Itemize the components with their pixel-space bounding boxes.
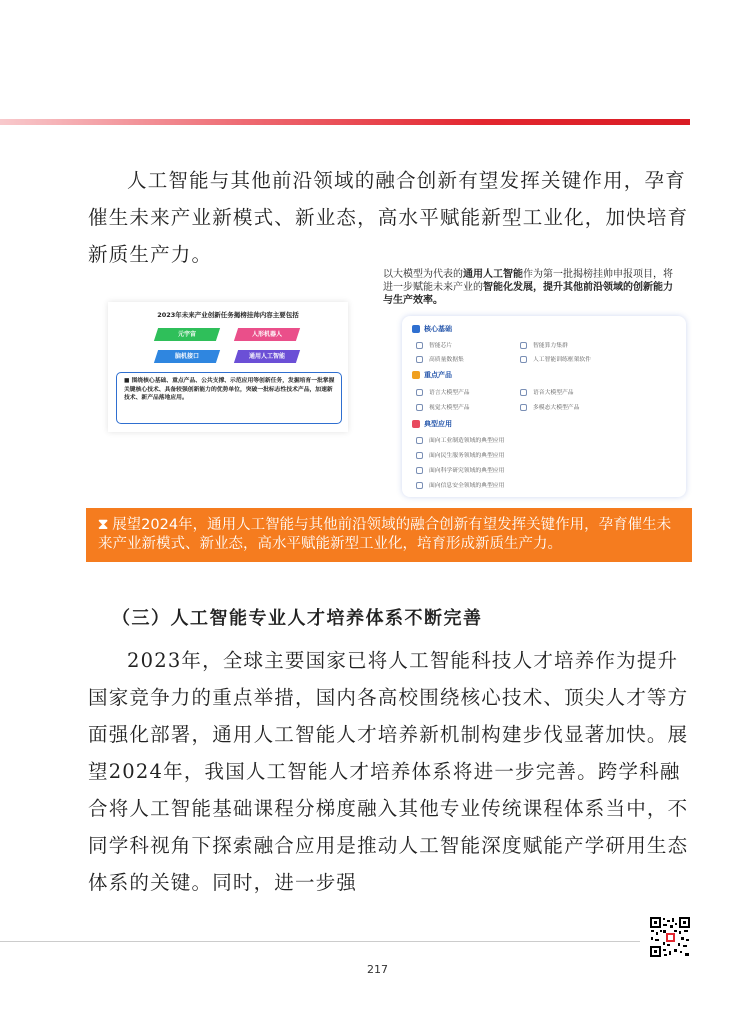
figure-description: ■ 围绕核心基础、重点产品、公共支撑、示范应用等创新任务，发掘培育一批掌握关键核心技术、具备较强创新能力的优势单位，突破一批标志性技术产品，加速新技术、新产品落地应用。 bbox=[116, 372, 342, 424]
research-icon bbox=[416, 467, 423, 474]
hourglass-icon: ⧗ bbox=[98, 517, 109, 533]
product-icon bbox=[412, 371, 420, 379]
list-item: 高质量数据集 bbox=[416, 354, 464, 363]
section-subheading: （三）人工智能专业人才培养体系不断完善 bbox=[112, 608, 483, 629]
dataset-icon bbox=[416, 356, 423, 363]
list-item: 面向工业制造领域的典型应用 bbox=[416, 435, 504, 444]
footer-rule bbox=[0, 941, 640, 942]
language-icon bbox=[416, 389, 423, 396]
tag-humanoid-robot: 人形机器人 bbox=[234, 328, 300, 341]
list-item: 面向信息安全领域的典型应用 bbox=[416, 480, 504, 489]
microphone-icon bbox=[520, 389, 527, 396]
figure-title: 2023年未来产业创新任务揭榜挂帅内容主要包括 bbox=[157, 311, 299, 319]
software-icon bbox=[520, 356, 527, 363]
eye-icon bbox=[416, 404, 423, 411]
list-item: 视觉大模型产品 bbox=[416, 402, 470, 411]
chip-icon bbox=[416, 342, 423, 349]
figure-general-ai-categories bbox=[402, 316, 686, 497]
list-item: 面向民生服务领域的典型应用 bbox=[416, 450, 504, 459]
qr-code[interactable] bbox=[649, 916, 691, 958]
outlook-banner: ⧗ 展望2024年，通用人工智能与其他前沿领域的融合创新有望发挥关键作用，孕育催生未来产业新模式、新业态，高水平赋能新型工业化，培育形成新质生产力。 bbox=[86, 508, 692, 562]
list-item: 智能算力集群 bbox=[520, 340, 568, 349]
list-item: 语言大模型产品 bbox=[416, 387, 470, 396]
list-item: 多模态大模型产品 bbox=[520, 402, 579, 411]
tag-metaverse: 元宇宙 bbox=[154, 328, 220, 341]
header-rule bbox=[0, 119, 690, 125]
tag-brain-computer-interface: 脑机接口 bbox=[154, 350, 220, 363]
body-paragraph: 2023年，全球主要国家已将人工智能科技人才培养作为提升国家竞争力的重点举措，国内各高校围绕核心技术、顶尖人才等方面强化部署，通用人工智能人才培养新机制构建步伐显著加快。展望2024年，我国人工智能人才培养体系将进一步完善。跨学科融合将人工智能基础课程分梯度融入其他专业传统课程体系当中，不同学科视角下探索融合应用是推动人工智能深度赋能产学研用生态体系的关键。同时，进一步强 bbox=[88, 649, 689, 894]
security-icon bbox=[416, 482, 423, 489]
application-icon bbox=[412, 420, 420, 428]
tag-general-ai: 通用人工智能 bbox=[234, 350, 300, 363]
list-item: 语音大模型产品 bbox=[520, 387, 574, 396]
list-item: 面向科学研究领域的典型应用 bbox=[416, 465, 504, 474]
industry-icon bbox=[416, 437, 423, 444]
core-icon bbox=[412, 325, 420, 333]
multimodal-icon bbox=[520, 404, 527, 411]
section-core-foundation: 核心基础 bbox=[412, 324, 452, 334]
section-typical-applications: 典型应用 bbox=[412, 419, 452, 429]
service-icon bbox=[416, 452, 423, 459]
list-item: 人工智能训练框架软件 bbox=[520, 354, 591, 363]
list-item: 智能芯片 bbox=[416, 340, 452, 349]
page-number: 217 bbox=[367, 963, 388, 976]
intro-paragraph: 人工智能与其他前沿领域的融合创新有望发挥关键作用，孕育催生未来产业新模式、新业态，高水平赋能新型工业化，加快培育新质生产力。 bbox=[88, 169, 689, 266]
square-bullet-icon: ■ bbox=[124, 378, 132, 384]
section-key-products: 重点产品 bbox=[412, 370, 452, 380]
cluster-icon bbox=[520, 342, 527, 349]
figure-future-industry-tasks bbox=[108, 302, 348, 432]
figure-caption: 以大模型为代表的通用人工智能作为第一批揭榜挂帅申报项目，将进一步赋能未来产业的智能化发展，提升其他前沿领域的创新能力与生产效率。 bbox=[383, 269, 673, 306]
